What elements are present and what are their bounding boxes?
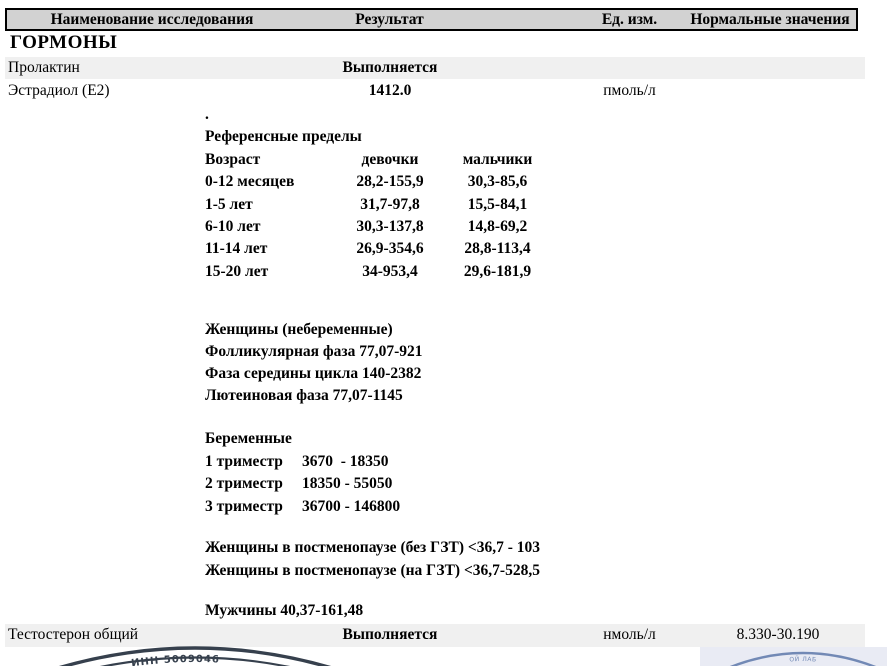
age-range: 1-5 лет [205, 195, 253, 213]
reference-ranges-postmenopause-block [205, 537, 540, 582]
age-col-header: Возраст [205, 150, 261, 168]
reference-line: Фаза середины цикла 140-2382 [205, 365, 422, 382]
trimester-row [205, 496, 400, 519]
trimester-row [205, 451, 400, 474]
women-title: Женщины (небеременные) [205, 321, 393, 338]
section-title-hormones: ГОРМОНЫ [10, 32, 118, 53]
age-table-row [205, 194, 555, 216]
boys-range: 30,3-85,6 [467, 173, 528, 191]
girls-col-header: девочки [361, 150, 419, 168]
girls-range: 26,9-354,6 [356, 240, 424, 258]
age-table-row [205, 216, 555, 238]
study-result: 1412.0 [368, 82, 412, 99]
age-table-row [205, 238, 555, 260]
table-row-prolactin [5, 57, 865, 79]
reference-ranges-pregnant-block [205, 428, 400, 518]
pregnant-title: Беременные [205, 430, 292, 447]
girls-range: 28,2-155,9 [356, 173, 424, 191]
study-result: Выполняется [342, 626, 438, 643]
round-stamp-lab-icon [726, 648, 880, 666]
trimester-range: 3670 - 18350 [302, 452, 389, 470]
trimester-label: 2 триместр [205, 475, 283, 493]
study-unit: пмоль/л [603, 82, 656, 99]
study-result: Выполняется [342, 59, 438, 76]
results-table-header [5, 8, 858, 31]
trimester-label: 1 триместр [205, 452, 283, 470]
age-range: 0-12 месяцев [205, 173, 295, 191]
reference-dot: . [205, 106, 209, 123]
study-name: Эстрадиол (Е2) [8, 82, 110, 99]
trimester-row [205, 473, 400, 496]
trimester-range: 36700 - 146800 [302, 497, 401, 515]
svg-text:ОЙ ЛАБ [789, 656, 817, 664]
table-row-testosterone [5, 624, 865, 647]
column-header-study-name: Наименование исследования [50, 11, 254, 28]
study-name: Тестостерон общий [8, 626, 139, 643]
study-name: Пролактин [8, 59, 80, 76]
reference-ranges-women-block [205, 319, 423, 407]
stamp-text: ИНН 5009046 [130, 653, 221, 666]
age-table-header-row [205, 149, 555, 171]
trimester-range: 18350 - 55050 [302, 475, 393, 493]
boys-range: 28,8-113,4 [464, 240, 531, 258]
column-header-result: Результат [355, 11, 424, 28]
age-table-row [205, 171, 555, 193]
column-header-units: Ед. изм. [601, 11, 658, 28]
age-range: 6-10 лет [205, 218, 261, 236]
reference-title: Референсные пределы [205, 128, 362, 146]
girls-range: 31,7-97,8 [360, 195, 420, 213]
girls-range: 34-953,4 [362, 262, 418, 280]
reference-line: Мужчины 40,37-161,48 [205, 602, 364, 619]
boys-range: 15,5-84,1 [467, 195, 528, 213]
boys-col-header: мальчики [462, 150, 533, 168]
round-stamp-inn-icon [45, 646, 345, 666]
study-normal-range: 8.330-30.190 [736, 626, 820, 643]
boys-range: 29,6-181,9 [463, 262, 532, 280]
stamp-text: ОЙ ЛАБ [789, 655, 817, 664]
study-unit: нмоль/л [603, 626, 656, 643]
boys-range: 14,8-69,2 [467, 218, 528, 236]
age-range: 11-14 лет [205, 240, 268, 258]
table-row-estradiol [5, 80, 865, 102]
reference-line: Фолликулярная фаза 77,07-921 [205, 343, 423, 360]
reference-line: Женщины в постменопаузе (без ГЗТ) <36,7 - 103 [205, 539, 541, 556]
trimester-label: 3 триместр [205, 497, 283, 515]
age-range: 15-20 лет [205, 262, 269, 280]
svg-text:ИНН 5009046 [131, 654, 221, 666]
blue-stamp-area [700, 647, 887, 666]
reference-ranges-age-block [205, 104, 555, 283]
girls-range: 30,3-137,8 [356, 218, 424, 236]
reference-line: Лютеиновая фаза 77,07-1145 [205, 387, 403, 404]
reference-line: Женщины в постменопаузе (на ГЗТ) <36,7-528,5 [205, 561, 540, 579]
age-table-row [205, 261, 555, 283]
column-header-normal-values: Нормальные значения [690, 11, 850, 28]
reference-ranges-men-block [205, 600, 363, 622]
